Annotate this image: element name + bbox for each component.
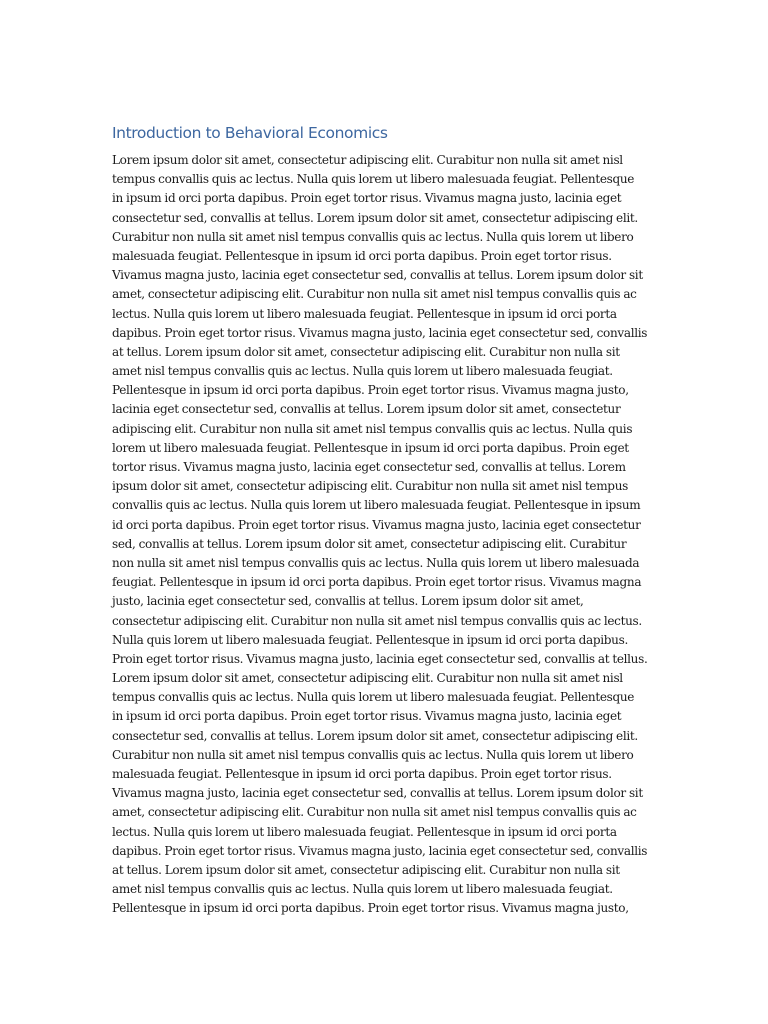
paragraph-line: feugiat. Pellentesque in ipsum id orci porta dapibus. Proin eget tortor risus. Vivamus magna (112, 575, 642, 590)
paragraph-line: amet, consectetur adipiscing elit. Curabitur non nulla sit amet nisl tempus convallis quis ac (112, 287, 637, 302)
paragraph-line: Pellentesque in ipsum id orci porta dapibus. Proin eget tortor risus. Vivamus magna justo, (112, 901, 629, 916)
paragraph-line: adipiscing elit. Curabitur non nulla sit amet nisl tempus convallis quis ac lectus. Nulla quis (112, 421, 633, 436)
paragraph-line: tempus convallis quis ac lectus. Nulla quis lorem ut libero malesuada feugiat. Pellentesque (112, 172, 635, 187)
paragraph-line: lectus. Nulla quis lorem ut libero malesuada feugiat. Pellentesque in ipsum id orci porta (112, 306, 617, 321)
paragraph-line: amet nisl tempus convallis quis ac lectus. Nulla quis lorem ut libero malesuada feugiat. (112, 364, 613, 379)
paragraph-line: Pellentesque in ipsum id orci porta dapibus. Proin eget tortor risus. Vivamus magna justo, (112, 383, 629, 398)
paragraph-line: lacinia eget consectetur sed, convallis at tellus. Lorem ipsum dolor sit amet, consectetur (112, 402, 621, 417)
paragraph-line: consectetur sed, convallis at tellus. Lorem ipsum dolor sit amet, consectetur adipiscing elit. (112, 728, 638, 743)
document-title: Introduction to Behavioral Economics (112, 124, 388, 142)
paragraph-line: consectetur sed, convallis at tellus. Lorem ipsum dolor sit amet, consectetur adipiscing elit. (112, 210, 638, 225)
paragraph-line: Vivamus magna justo, lacinia eget consectetur sed, convallis at tellus. Lorem ipsum dolor sit (112, 268, 643, 283)
paragraph-line: amet nisl tempus convallis quis ac lectus. Nulla quis lorem ut libero malesuada feugiat. (112, 882, 613, 897)
paragraph-line: Nulla quis lorem ut libero malesuada feugiat. Pellentesque in ipsum id orci porta dapibus. (112, 632, 628, 647)
paragraph-line: malesuada feugiat. Pellentesque in ipsum id orci porta dapibus. Proin eget tortor risus. (112, 767, 612, 781)
paragraph-line: consectetur adipiscing elit. Curabitur non nulla sit amet nisl tempus convallis quis ac lectus. (112, 613, 642, 628)
paragraph-line: justo, lacinia eget consectetur sed, convallis at tellus. Lorem ipsum dolor sit amet, (112, 594, 584, 609)
paragraph-line: convallis quis ac lectus. Nulla quis lorem ut libero malesuada feugiat. Pellentesque in ipsum (112, 498, 641, 513)
paragraph-line: dapibus. Proin eget tortor risus. Vivamus magna justo, lacinia eget consectetur sed, convallis (112, 843, 648, 858)
paragraph-line: in ipsum id orci porta dapibus. Proin eget tortor risus. Vivamus magna justo, lacinia eget (112, 191, 622, 206)
paragraph-line: Lorem ipsum dolor sit amet, consectetur adipiscing elit. Curabitur non nulla sit amet nisl (112, 153, 623, 167)
paragraph-line: Lorem ipsum dolor sit amet, consectetur adipiscing elit. Curabitur non nulla sit amet nisl (112, 671, 623, 686)
paragraph-line: non nulla sit amet nisl tempus convallis quis ac lectus. Nulla quis lorem ut libero malesuada (112, 555, 640, 570)
paragraph-line: ipsum dolor sit amet, consectetur adipiscing elit. Curabitur non nulla sit amet nisl tempus (112, 479, 628, 494)
paragraph-line: Proin eget tortor risus. Vivamus magna justo, lacinia eget consectetur sed, convallis at tellus. (112, 651, 648, 666)
paragraph-line: id orci porta dapibus. Proin eget tortor risus. Vivamus magna justo, lacinia eget consectetur (112, 517, 641, 532)
paragraph-line: at tellus. Lorem ipsum dolor sit amet, consectetur adipiscing elit. Curabitur non nulla sit (112, 862, 620, 877)
paragraph-line: Curabitur non nulla sit amet nisl tempus convallis quis ac lectus. Nulla quis lorem ut libero (112, 229, 634, 244)
paragraph-line: tempus convallis quis ac lectus. Nulla quis lorem ut libero malesuada feugiat. Pellentesque (112, 690, 635, 705)
paragraph-line: dapibus. Proin eget tortor risus. Vivamus magna justo, lacinia eget consectetur sed, convallis (112, 325, 648, 340)
paragraph-line: in ipsum id orci porta dapibus. Proin eget tortor risus. Vivamus magna justo, lacinia eget (112, 709, 622, 724)
paragraph-line: Vivamus magna justo, lacinia eget consectetur sed, convallis at tellus. Lorem ipsum dolor sit (112, 786, 643, 801)
paragraph-line: malesuada feugiat. Pellentesque in ipsum id orci porta dapibus. Proin eget tortor risus. (112, 248, 612, 263)
paragraph-line: lorem ut libero malesuada feugiat. Pellentesque in ipsum id orci porta dapibus. Proin eget (112, 440, 629, 455)
paragraph-line: tortor risus. Vivamus magna justo, lacinia eget consectetur sed, convallis at tellus. Lorem (112, 460, 626, 474)
paragraph-line: lectus. Nulla quis lorem ut libero malesuada feugiat. Pellentesque in ipsum id orci porta (112, 824, 617, 839)
paragraph-line: Curabitur non nulla sit amet nisl tempus convallis quis ac lectus. Nulla quis lorem ut libero (112, 747, 634, 762)
paragraph-line: amet, consectetur adipiscing elit. Curabitur non nulla sit amet nisl tempus convallis quis ac (112, 805, 637, 820)
paragraph-line: at tellus. Lorem ipsum dolor sit amet, consectetur adipiscing elit. Curabitur non nulla sit (112, 344, 620, 359)
paragraph-line: sed, convallis at tellus. Lorem ipsum dolor sit amet, consectetur adipiscing elit. Curabitur (112, 536, 627, 551)
body-paragraph (112, 151, 660, 919)
